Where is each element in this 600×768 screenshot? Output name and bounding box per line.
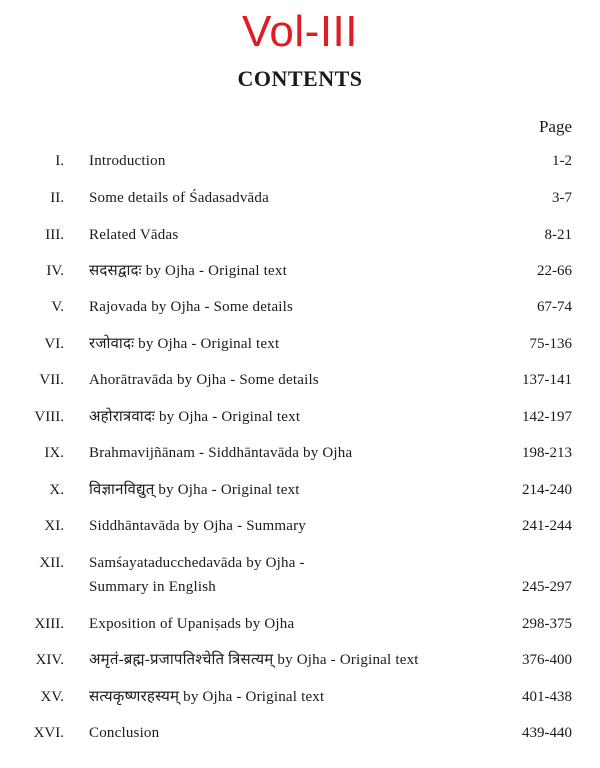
entry-title: अहोरात्रवादः by Ojha - Original text (89, 409, 301, 425)
toc-entry (0, 259, 600, 283)
entry-title: Samśayataducchedavāda by Ojha - (89, 555, 305, 571)
entry-number: IV. (46, 263, 64, 279)
entry-number: V. (51, 299, 64, 315)
toc-entry (0, 551, 600, 575)
toc-entry (0, 685, 600, 709)
entry-title-line2: Summary in English (89, 579, 216, 595)
entry-pages: 142-197 (522, 409, 572, 425)
entry-pages: 1-2 (552, 153, 572, 169)
entry-title: Ahorātravāda by Ojha - Some details (89, 372, 319, 388)
entry-pages: 67-74 (537, 299, 572, 315)
entry-pages: 8-21 (544, 227, 572, 243)
entry-title: Some details of Śadasadvāda (89, 190, 269, 206)
entry-title: Introduction (89, 153, 166, 169)
entry-number: X. (49, 482, 64, 498)
toc-entry (0, 441, 600, 465)
entry-number: XI. (44, 518, 64, 534)
entry-pages: 245-297 (522, 579, 572, 595)
entry-number: III. (45, 227, 64, 243)
entry-title: सत्यकृष्णरहस्यम् by Ojha - Original text (89, 689, 325, 705)
entry-title: अमृतं-ब्रह्म-प्रजापतिश्चेति त्रिसत्यम् by Ojha - Original text (89, 652, 419, 668)
entry-pages: 137-141 (522, 372, 572, 388)
entry-number: VII. (39, 372, 64, 388)
toc-entry (0, 332, 600, 356)
entry-title: Brahmavijñānam - Siddhāntavāda by Ojha (89, 445, 353, 461)
toc-entry (0, 478, 600, 502)
volume-title: Vol-III (242, 7, 358, 56)
entry-pages: 3-7 (552, 190, 572, 206)
entry-title: रजोवादः by Ojha - Original text (89, 336, 280, 352)
entry-title: Conclusion (89, 725, 160, 741)
contents-heading: CONTENTS (237, 66, 363, 91)
entry-number: XV. (40, 689, 64, 705)
toc-entry (0, 223, 600, 247)
entry-pages: 22-66 (537, 263, 572, 279)
entry-pages: 439-440 (522, 725, 572, 741)
entry-pages: 401-438 (522, 689, 572, 705)
toc-entry-continuation (0, 575, 600, 599)
toc-entry (0, 612, 600, 636)
toc-entry (0, 648, 600, 672)
entry-number: I. (55, 153, 64, 169)
toc-entry (0, 186, 600, 210)
entry-title: Exposition of Upaniṣads by Ojha (89, 616, 295, 632)
entry-number: XII. (39, 555, 64, 571)
entry-number: XIII. (34, 616, 64, 632)
entry-pages: 376-400 (522, 652, 572, 668)
entry-pages: 198-213 (522, 445, 572, 461)
entry-title: सदसद्वादः by Ojha - Original text (89, 263, 287, 279)
toc-entry (0, 295, 600, 319)
toc-entry (0, 514, 600, 538)
toc-entry (0, 721, 600, 745)
entry-title: विज्ञानविद्युत् by Ojha - Original text (89, 482, 300, 498)
entry-title: Rajovada by Ojha - Some details (89, 299, 294, 315)
entry-number: XIV. (35, 652, 64, 668)
entry-pages: 75-136 (529, 336, 572, 352)
entry-title: Related Vādas (89, 227, 179, 243)
entry-pages: 298-375 (522, 616, 572, 632)
entry-pages: 214-240 (522, 482, 572, 498)
entry-title: Siddhāntavāda by Ojha - Summary (89, 518, 306, 534)
entry-number: VI. (44, 336, 64, 352)
entry-number: IX. (44, 445, 64, 461)
entry-number: XVI. (33, 725, 64, 741)
page-column-header: Page (538, 117, 572, 136)
toc-entry (0, 149, 600, 173)
toc-entry (0, 368, 600, 392)
entry-pages: 241-244 (522, 518, 572, 534)
entry-number: II. (50, 190, 64, 206)
entry-number: VIII. (34, 409, 64, 425)
toc-entry (0, 405, 600, 429)
